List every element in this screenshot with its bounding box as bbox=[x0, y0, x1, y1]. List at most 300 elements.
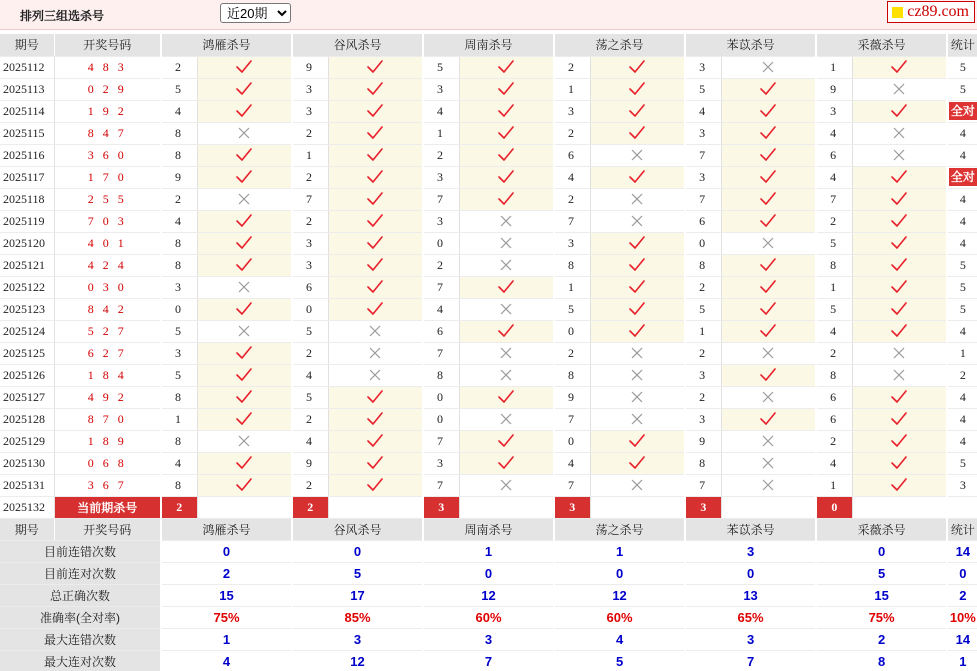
stat-label: 最大连对次数 bbox=[0, 650, 161, 671]
kill-number-cell: 5 bbox=[161, 78, 197, 100]
kill-number-cell: 3 bbox=[161, 342, 197, 364]
result-mark-cell bbox=[197, 188, 292, 210]
check-icon bbox=[235, 59, 253, 75]
cross-icon bbox=[759, 59, 777, 75]
kill-number-cell: 2 bbox=[554, 56, 590, 78]
count-cell: 4 bbox=[947, 210, 977, 232]
kill-number-cell: 0 bbox=[161, 298, 197, 320]
count-cell: 4 bbox=[947, 232, 977, 254]
kill-number-cell: 2 bbox=[292, 342, 328, 364]
result-mark-cell bbox=[197, 452, 292, 474]
result-mark-cell bbox=[328, 78, 423, 100]
kill-number-cell: 8 bbox=[423, 364, 459, 386]
check-icon bbox=[366, 213, 384, 229]
period-cell: 2025115 bbox=[0, 122, 54, 144]
period-cell: 2025124 bbox=[0, 320, 54, 342]
kill-number-cell: 3 bbox=[292, 232, 328, 254]
cross-icon bbox=[628, 147, 646, 163]
draw-number-cell: 8 4 7 bbox=[54, 122, 161, 144]
result-mark-cell bbox=[852, 210, 947, 232]
result-mark-cell bbox=[197, 430, 292, 452]
check-icon bbox=[235, 257, 253, 273]
kill-number-cell: 4 bbox=[161, 100, 197, 122]
period-cell: 2025131 bbox=[0, 474, 54, 496]
cross-icon bbox=[366, 367, 384, 383]
kill-number-cell: 1 bbox=[554, 78, 590, 100]
result-mark-cell bbox=[328, 254, 423, 276]
kill-number-cell: 2 bbox=[161, 188, 197, 210]
kill-number-cell: 5 bbox=[685, 298, 721, 320]
kill-number-cell: 8 bbox=[161, 254, 197, 276]
table-row bbox=[0, 232, 977, 254]
table-row bbox=[0, 430, 977, 452]
count-cell: 2 bbox=[947, 364, 977, 386]
top-bar bbox=[0, 0, 977, 30]
check-icon bbox=[366, 433, 384, 449]
check-icon bbox=[366, 59, 384, 75]
kill-number-cell: 2 bbox=[292, 408, 328, 430]
check-icon bbox=[366, 411, 384, 427]
col-stats: 统计 bbox=[947, 518, 977, 540]
result-mark-cell bbox=[197, 210, 292, 232]
table-row bbox=[0, 320, 977, 342]
check-icon bbox=[890, 59, 908, 75]
check-icon bbox=[235, 213, 253, 229]
result-mark-cell bbox=[197, 364, 292, 386]
result-mark-cell bbox=[459, 56, 554, 78]
kill-number-cell: 4 bbox=[423, 100, 459, 122]
count-cell: 4 bbox=[947, 386, 977, 408]
table-row bbox=[0, 364, 977, 386]
kill-number-cell: 0 bbox=[292, 298, 328, 320]
period-cell: 2025120 bbox=[0, 232, 54, 254]
result-mark-cell bbox=[721, 56, 816, 78]
check-icon bbox=[628, 59, 646, 75]
result-mark-cell bbox=[852, 430, 947, 452]
stat-value: 3 bbox=[685, 628, 816, 650]
stat-row bbox=[0, 650, 977, 671]
cross-icon bbox=[628, 345, 646, 361]
cross-icon bbox=[628, 389, 646, 405]
draw-number-cell: 4 9 2 bbox=[54, 386, 161, 408]
result-mark-cell bbox=[590, 408, 685, 430]
kill-number-cell: 4 bbox=[685, 100, 721, 122]
check-icon bbox=[890, 169, 908, 185]
result-mark-cell bbox=[328, 210, 423, 232]
stat-row bbox=[0, 606, 977, 628]
result-mark-cell bbox=[590, 254, 685, 276]
kill-number-cell: 4 bbox=[161, 210, 197, 232]
result-mark-cell bbox=[852, 122, 947, 144]
cross-icon bbox=[497, 257, 515, 273]
kill-number-cell: 0 bbox=[423, 386, 459, 408]
stat-value: 3 bbox=[685, 540, 816, 562]
count-cell bbox=[947, 166, 977, 188]
empty-mark-cell bbox=[328, 496, 423, 518]
kill-number-cell: 3 bbox=[423, 210, 459, 232]
cross-icon bbox=[759, 235, 777, 251]
count-cell bbox=[947, 100, 977, 122]
kill-number-cell: 3 bbox=[161, 276, 197, 298]
check-icon bbox=[497, 103, 515, 119]
result-mark-cell bbox=[459, 254, 554, 276]
empty-mark-cell bbox=[197, 496, 292, 518]
check-icon bbox=[366, 235, 384, 251]
kill-number-cell: 8 bbox=[161, 122, 197, 144]
result-mark-cell bbox=[721, 430, 816, 452]
cross-icon bbox=[366, 345, 384, 361]
stat-value: 1 bbox=[161, 628, 292, 650]
check-icon bbox=[890, 477, 908, 493]
check-icon bbox=[235, 81, 253, 97]
table-row bbox=[0, 56, 977, 78]
result-mark-cell bbox=[852, 254, 947, 276]
check-icon bbox=[628, 125, 646, 141]
check-icon bbox=[759, 103, 777, 119]
site-logo[interactable]: cz89.com bbox=[887, 1, 975, 23]
stat-value: 85% bbox=[292, 606, 423, 628]
table-row bbox=[0, 276, 977, 298]
stat-row bbox=[0, 540, 977, 562]
kill-number-cell: 3 bbox=[816, 100, 852, 122]
empty-mark-cell bbox=[590, 496, 685, 518]
check-icon bbox=[890, 235, 908, 251]
stat-row bbox=[0, 628, 977, 650]
count-cell: 4 bbox=[947, 430, 977, 452]
kill-number-cell: 7 bbox=[554, 210, 590, 232]
stat-value: 2 bbox=[161, 562, 292, 584]
kill-number-cell: 8 bbox=[161, 474, 197, 496]
empty-count-cell bbox=[947, 496, 977, 518]
stat-value: 2 bbox=[947, 584, 977, 606]
all-right-badge: 全对 bbox=[950, 104, 975, 118]
result-mark-cell bbox=[590, 320, 685, 342]
col-expert: 谷风杀号 bbox=[292, 518, 423, 540]
result-mark-cell bbox=[590, 56, 685, 78]
kill-number-cell: 2 bbox=[554, 188, 590, 210]
check-icon bbox=[235, 103, 253, 119]
stat-label: 最大连错次数 bbox=[0, 628, 161, 650]
col-expert: 荡之杀号 bbox=[554, 34, 685, 56]
kill-number-cell: 9 bbox=[292, 56, 328, 78]
draw-number-cell: 4 2 4 bbox=[54, 254, 161, 276]
kill-number-cell: 3 bbox=[423, 166, 459, 188]
kill-number-cell: 6 bbox=[816, 144, 852, 166]
check-icon bbox=[759, 169, 777, 185]
cross-icon bbox=[235, 323, 253, 339]
result-mark-cell bbox=[852, 188, 947, 210]
check-icon bbox=[235, 147, 253, 163]
result-mark-cell bbox=[852, 298, 947, 320]
page-title: 排列三组选杀号 bbox=[20, 9, 105, 23]
kill-number-cell: 8 bbox=[554, 364, 590, 386]
result-mark-cell bbox=[721, 166, 816, 188]
result-mark-cell bbox=[852, 320, 947, 342]
result-mark-cell bbox=[590, 452, 685, 474]
stat-value: 75% bbox=[161, 606, 292, 628]
draw-number-cell: 2 5 5 bbox=[54, 188, 161, 210]
result-mark-cell bbox=[197, 56, 292, 78]
kill-number-cell: 4 bbox=[554, 166, 590, 188]
col-draw: 开奖号码 bbox=[54, 518, 161, 540]
result-mark-cell bbox=[328, 166, 423, 188]
table-row bbox=[0, 144, 977, 166]
period-cell: 2025119 bbox=[0, 210, 54, 232]
stat-value: 8 bbox=[816, 650, 947, 671]
kill-number-cell: 7 bbox=[423, 188, 459, 210]
result-mark-cell bbox=[328, 276, 423, 298]
check-icon bbox=[628, 323, 646, 339]
check-icon bbox=[235, 367, 253, 383]
stat-row bbox=[0, 562, 977, 584]
kill-number-cell: 5 bbox=[292, 386, 328, 408]
table-row bbox=[0, 452, 977, 474]
kill-number-cell: 3 bbox=[685, 122, 721, 144]
kill-number-cell: 3 bbox=[685, 56, 721, 78]
check-icon bbox=[235, 455, 253, 471]
check-icon bbox=[366, 191, 384, 207]
kill-number-cell: 2 bbox=[423, 254, 459, 276]
kill-number-cell: 1 bbox=[423, 122, 459, 144]
cross-icon bbox=[890, 125, 908, 141]
stat-value: 13 bbox=[685, 584, 816, 606]
result-mark-cell bbox=[590, 188, 685, 210]
kill-number-cell: 7 bbox=[816, 188, 852, 210]
result-mark-cell bbox=[721, 144, 816, 166]
result-mark-cell bbox=[721, 254, 816, 276]
cross-icon bbox=[890, 81, 908, 97]
cross-icon bbox=[497, 477, 515, 493]
result-mark-cell bbox=[328, 364, 423, 386]
kill-number-cell: 6 bbox=[554, 144, 590, 166]
kill-number-cell: 3 bbox=[685, 364, 721, 386]
kill-number-cell: 1 bbox=[816, 276, 852, 298]
result-mark-cell bbox=[852, 144, 947, 166]
cross-icon bbox=[235, 125, 253, 141]
kill-number-cell: 8 bbox=[161, 144, 197, 166]
check-icon bbox=[628, 279, 646, 295]
kill-number-cell: 8 bbox=[685, 254, 721, 276]
table-row bbox=[0, 188, 977, 210]
stat-value: 3 bbox=[423, 628, 554, 650]
check-icon bbox=[235, 477, 253, 493]
result-mark-cell bbox=[459, 188, 554, 210]
cross-icon bbox=[759, 433, 777, 449]
result-mark-cell bbox=[721, 342, 816, 364]
period-cell: 2025130 bbox=[0, 452, 54, 474]
kill-number-cell: 0 bbox=[685, 232, 721, 254]
draw-number-cell: 1 8 9 bbox=[54, 430, 161, 452]
stat-value: 60% bbox=[554, 606, 685, 628]
result-mark-cell bbox=[459, 122, 554, 144]
col-expert: 谷风杀号 bbox=[292, 34, 423, 56]
kill-number-cell: 9 bbox=[554, 386, 590, 408]
check-icon bbox=[628, 81, 646, 97]
cross-icon bbox=[890, 345, 908, 361]
result-mark-cell bbox=[590, 166, 685, 188]
kill-number-cell: 0 bbox=[554, 320, 590, 342]
kill-number-cell: 7 bbox=[685, 144, 721, 166]
kill-number-cell: 1 bbox=[161, 408, 197, 430]
result-mark-cell bbox=[197, 342, 292, 364]
draw-number-cell: 1 8 4 bbox=[54, 364, 161, 386]
check-icon bbox=[366, 169, 384, 185]
table-row bbox=[0, 78, 977, 100]
stat-value: 0 bbox=[292, 540, 423, 562]
cross-icon bbox=[759, 345, 777, 361]
stat-value: 2 bbox=[816, 628, 947, 650]
count-cell: 5 bbox=[947, 254, 977, 276]
cross-icon bbox=[759, 477, 777, 493]
check-icon bbox=[759, 125, 777, 141]
result-mark-cell bbox=[459, 386, 554, 408]
table-row bbox=[0, 474, 977, 496]
check-icon bbox=[890, 323, 908, 339]
kill-number-cell: 6 bbox=[423, 320, 459, 342]
kill-number-cell: 4 bbox=[423, 298, 459, 320]
kill-number-cell: 9 bbox=[685, 430, 721, 452]
col-expert: 周南杀号 bbox=[423, 518, 554, 540]
kill-number-cell: 5 bbox=[161, 320, 197, 342]
count-cell: 4 bbox=[947, 408, 977, 430]
period-cell: 2025129 bbox=[0, 430, 54, 452]
result-mark-cell bbox=[721, 122, 816, 144]
result-mark-cell bbox=[197, 254, 292, 276]
result-mark-cell bbox=[721, 188, 816, 210]
result-mark-cell bbox=[328, 56, 423, 78]
check-icon bbox=[628, 301, 646, 317]
table-row bbox=[0, 122, 977, 144]
kill-number-cell: 8 bbox=[161, 232, 197, 254]
col-expert: 采薇杀号 bbox=[816, 34, 947, 56]
cross-icon bbox=[497, 301, 515, 317]
check-icon bbox=[759, 147, 777, 163]
check-icon bbox=[497, 81, 515, 97]
kill-number-cell: 1 bbox=[554, 276, 590, 298]
stat-value: 65% bbox=[685, 606, 816, 628]
result-mark-cell bbox=[197, 100, 292, 122]
result-mark-cell bbox=[328, 430, 423, 452]
result-mark-cell bbox=[721, 474, 816, 496]
result-mark-cell bbox=[852, 232, 947, 254]
check-icon bbox=[235, 389, 253, 405]
cross-icon bbox=[497, 235, 515, 251]
kill-number-cell: 5 bbox=[292, 320, 328, 342]
check-icon bbox=[366, 279, 384, 295]
empty-mark-cell bbox=[721, 496, 816, 518]
period-cell: 2025116 bbox=[0, 144, 54, 166]
result-mark-cell bbox=[590, 232, 685, 254]
result-mark-cell bbox=[590, 122, 685, 144]
result-mark-cell bbox=[721, 276, 816, 298]
cross-icon bbox=[628, 477, 646, 493]
current-period-row bbox=[0, 496, 977, 518]
check-icon bbox=[366, 301, 384, 317]
result-mark-cell bbox=[852, 78, 947, 100]
kill-number-cell: 9 bbox=[161, 166, 197, 188]
all-right-badge: 全对 bbox=[950, 170, 975, 184]
check-icon bbox=[628, 169, 646, 185]
kill-number-cell: 1 bbox=[685, 320, 721, 342]
result-mark-cell bbox=[852, 276, 947, 298]
check-icon bbox=[366, 81, 384, 97]
count-cell: 4 bbox=[947, 188, 977, 210]
check-icon bbox=[366, 147, 384, 163]
check-icon bbox=[759, 323, 777, 339]
stat-value: 17 bbox=[292, 584, 423, 606]
kill-number-cell: 7 bbox=[685, 474, 721, 496]
cross-icon bbox=[497, 213, 515, 229]
period-range-select[interactable] bbox=[220, 3, 291, 23]
result-mark-cell bbox=[197, 232, 292, 254]
cross-icon bbox=[628, 191, 646, 207]
stat-value: 1 bbox=[423, 540, 554, 562]
count-cell: 5 bbox=[947, 452, 977, 474]
period-cell: 2025113 bbox=[0, 78, 54, 100]
check-icon bbox=[497, 169, 515, 185]
cross-icon bbox=[628, 213, 646, 229]
col-period: 期号 bbox=[0, 34, 54, 56]
result-mark-cell bbox=[459, 210, 554, 232]
check-icon bbox=[497, 323, 515, 339]
result-mark-cell bbox=[721, 386, 816, 408]
kill-number-cell: 6 bbox=[816, 386, 852, 408]
draw-number-cell: 5 2 7 bbox=[54, 320, 161, 342]
kill-number-cell: 2 bbox=[554, 122, 590, 144]
kill-number-cell: 5 bbox=[161, 364, 197, 386]
cross-icon bbox=[497, 411, 515, 427]
kill-number-cell: 0 bbox=[423, 232, 459, 254]
stat-value: 7 bbox=[423, 650, 554, 671]
check-icon bbox=[497, 279, 515, 295]
result-mark-cell bbox=[197, 276, 292, 298]
result-mark-cell bbox=[328, 452, 423, 474]
kill-number-cell: 7 bbox=[423, 342, 459, 364]
kill-number-table bbox=[0, 34, 977, 671]
result-mark-cell bbox=[721, 232, 816, 254]
cross-icon bbox=[890, 147, 908, 163]
kill-number-cell: 2 bbox=[292, 474, 328, 496]
kill-number-cell: 2 bbox=[554, 342, 590, 364]
result-mark-cell bbox=[721, 320, 816, 342]
result-mark-cell bbox=[852, 452, 947, 474]
check-icon bbox=[890, 213, 908, 229]
draw-number-cell: 4 0 1 bbox=[54, 232, 161, 254]
result-mark-cell bbox=[328, 386, 423, 408]
check-icon bbox=[759, 367, 777, 383]
cross-icon bbox=[759, 389, 777, 405]
draw-number-cell: 8 7 0 bbox=[54, 408, 161, 430]
result-mark-cell bbox=[459, 144, 554, 166]
empty-mark-cell bbox=[459, 496, 554, 518]
current-kill-number: 2 bbox=[161, 496, 197, 518]
draw-number-cell: 3 6 0 bbox=[54, 144, 161, 166]
result-mark-cell bbox=[197, 320, 292, 342]
count-cell: 3 bbox=[947, 474, 977, 496]
stat-value: 10% bbox=[947, 606, 977, 628]
result-mark-cell bbox=[328, 144, 423, 166]
kill-number-cell: 3 bbox=[554, 232, 590, 254]
result-mark-cell bbox=[852, 364, 947, 386]
result-mark-cell bbox=[459, 298, 554, 320]
cross-icon bbox=[628, 367, 646, 383]
cross-icon bbox=[890, 367, 908, 383]
check-icon bbox=[628, 455, 646, 471]
stat-value: 5 bbox=[816, 562, 947, 584]
stat-value: 60% bbox=[423, 606, 554, 628]
cross-icon bbox=[235, 191, 253, 207]
check-icon bbox=[759, 411, 777, 427]
